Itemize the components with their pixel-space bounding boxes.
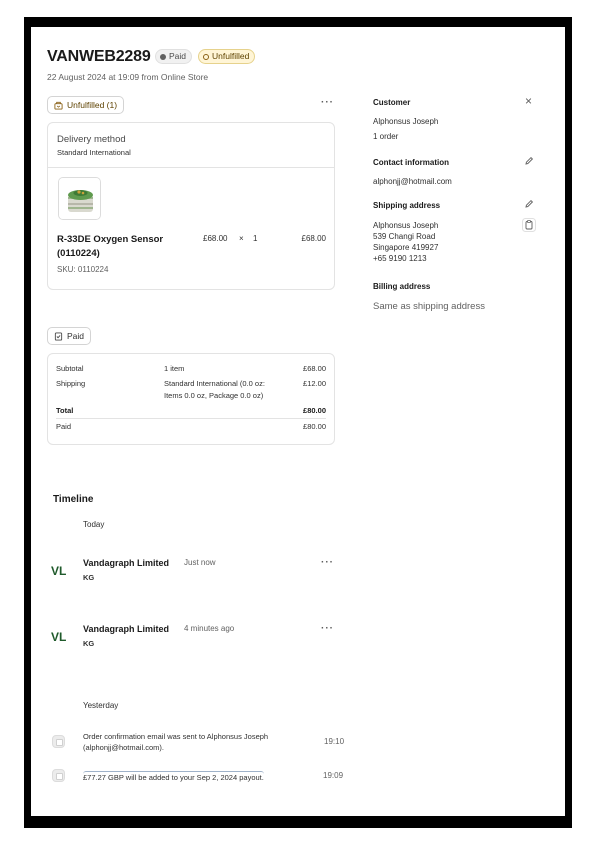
unfulfilled-pill-label: Unfulfilled (1) — [67, 100, 118, 110]
close-icon[interactable]: × — [525, 94, 533, 108]
payment-row-label: Subtotal — [56, 364, 84, 373]
payment-row-label: Shipping — [56, 379, 86, 388]
product-sku: SKU: 0110224 — [57, 265, 109, 274]
shipping-address-line: Alphonsus Joseph — [373, 221, 439, 230]
timeline-time: Just now — [184, 558, 216, 567]
shipping-title: Shipping address — [373, 201, 441, 210]
product-unit-price: £68.00 — [203, 234, 228, 243]
timeline-note: KG — [83, 573, 95, 582]
oxygen-sensor-image — [59, 178, 101, 220]
product-name-line2: (0110224) — [57, 248, 100, 259]
timeline-time: 4 minutes ago — [184, 624, 235, 633]
total-label: Total — [56, 406, 74, 415]
divider — [56, 418, 326, 419]
divider — [48, 167, 334, 168]
contact-title: Contact information — [373, 158, 449, 167]
receipt-icon — [54, 332, 63, 341]
payment-status-badge — [155, 49, 192, 64]
order-id: VANWEB2289 — [47, 48, 151, 65]
customer-orders: 1 order — [373, 132, 399, 141]
timeline-day-today: Today — [83, 520, 105, 529]
paid-amount: £80.00 — [303, 422, 326, 431]
product-name[interactable] — [57, 233, 163, 261]
timeline-event-text[interactable]: £77.27 GBP will be added to your Sep 2, 2024 payout. — [83, 773, 264, 782]
billing-title: Billing address — [373, 282, 431, 291]
payment-row-detail: 1 item — [164, 364, 185, 373]
payment-row-amount: £12.00 — [303, 379, 326, 388]
avatar: VL — [51, 564, 67, 578]
timeline-event-time: 19:10 — [324, 737, 345, 746]
billing-value: Same as shipping address — [373, 301, 485, 312]
payment-status-label: Paid — [169, 51, 187, 61]
timeline-event-text — [83, 731, 268, 753]
timeline-entry-menu-button[interactable]: ··· — [321, 623, 334, 634]
pencil-icon[interactable] — [524, 199, 534, 209]
timeline-event-line1: Order confirmation email was sent to Alphonsus Joseph — [83, 732, 269, 741]
product-total: £68.00 — [301, 234, 326, 243]
fulfillment-card — [47, 122, 335, 290]
timeline-event-time: 19:09 — [323, 771, 344, 780]
unfulfilled-pill[interactable] — [47, 96, 124, 114]
payment-row-detail-2: Items 0.0 oz, Package 0.0 oz) — [164, 391, 264, 400]
clipboard-icon[interactable] — [522, 218, 536, 232]
unfulfilled-ring-icon — [203, 54, 209, 60]
contact-email[interactable]: alphonjj@hotmail.com — [373, 177, 452, 186]
event-dot-icon — [52, 769, 65, 782]
timeline-event-line2: (alphonjj@hotmail.com). — [83, 743, 164, 752]
timeline-entry-menu-button[interactable]: ··· — [321, 557, 334, 568]
timeline-author[interactable]: Vandagraph Limited — [83, 558, 170, 568]
shipping-address — [373, 220, 438, 264]
delivery-method-value: Standard International — [57, 148, 131, 157]
order-page — [31, 27, 565, 816]
package-icon — [54, 101, 63, 110]
shipping-address-line: 539 Changi Road — [373, 232, 436, 241]
product-image[interactable] — [58, 177, 101, 220]
paid-pill-label: Paid — [67, 331, 85, 341]
fulfillment-status-label: Unfulfilled — [212, 51, 250, 61]
total-amount: £80.00 — [303, 406, 326, 415]
timeline-day-yesterday: Yesterday — [83, 701, 119, 710]
timeline-note: KG — [83, 639, 95, 648]
payment-row-detail: Standard International (0.0 oz: — [164, 379, 265, 388]
timeline-title: Timeline — [53, 494, 94, 505]
fulfillment-menu-button[interactable]: ··· — [321, 97, 334, 108]
delivery-method-label: Delivery method — [57, 134, 126, 145]
event-dot-icon — [52, 735, 65, 748]
paid-pill[interactable] — [47, 327, 91, 345]
product-quantity: 1 — [253, 234, 258, 243]
pencil-icon[interactable] — [524, 156, 534, 166]
product-times: × — [239, 234, 244, 243]
product-name-line1: R-33DE Oxygen Sensor — [57, 234, 164, 245]
paid-label: Paid — [56, 422, 72, 431]
customer-title: Customer — [373, 98, 411, 107]
order-subtitle: 22 August 2024 at 19:09 from Online Store — [47, 72, 209, 82]
payment-summary-card — [47, 353, 335, 445]
fulfillment-status-badge — [198, 49, 255, 64]
paid-dot-icon — [160, 54, 166, 60]
payment-row-amount: £68.00 — [303, 364, 326, 373]
customer-name[interactable]: Alphonsus Joseph — [373, 117, 439, 126]
avatar: VL — [51, 630, 67, 644]
shipping-address-line: +65 9190 1213 — [373, 254, 427, 263]
timeline-author[interactable]: Vandagraph Limited — [83, 624, 170, 634]
shipping-address-line: Singapore 419927 — [373, 243, 439, 252]
